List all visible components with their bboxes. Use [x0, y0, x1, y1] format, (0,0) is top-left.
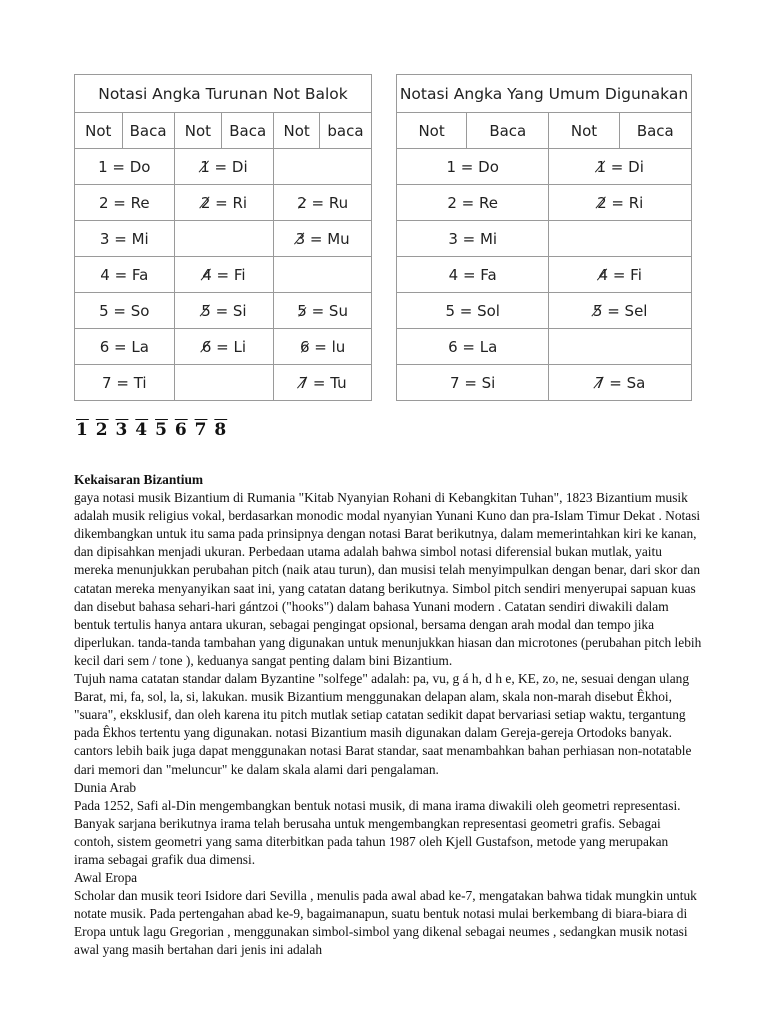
digit: 2: [95, 420, 109, 440]
digit: 8: [214, 420, 228, 440]
table-cell: 7̸ = Tu: [274, 365, 372, 401]
table-cell: [174, 221, 274, 257]
subheading: Awal Eropa: [74, 870, 138, 886]
table-cell: 3̸ = Mu: [274, 221, 372, 257]
paragraph: Scholar dan musik teori Isidore dari Sevilla , menulis pada awal abad ke-7, mengatakan bahwa tidak mungkin untuk notate musik. Pada pertengahan abad ke-9, bagaimanapun, suatu bentuk notasi mulai berkembang di biara-biara di Eropa untuk lagu Gregorian , menggunakan simbol-simbol yang dikenal sebagai neumes , sedangkan musik notasi awal yang masih bertahan dari jenis ini adalah: [74, 888, 697, 958]
table-cell: 6 = La: [75, 329, 175, 365]
digit: 4: [135, 420, 149, 440]
table-cell: 1 = Do: [397, 149, 549, 185]
table-cell: 7̸ = Sa: [549, 365, 692, 401]
table-cell: [174, 365, 274, 401]
table-row: [397, 257, 692, 293]
table-row: [397, 329, 692, 365]
table-cell: [274, 149, 372, 185]
table-cell: 2̸ = Ri: [174, 185, 274, 221]
table-cell: 3 = Mi: [397, 221, 549, 257]
table-cell: 6̷ = lu: [274, 329, 372, 365]
table-cell: 4 = Fa: [397, 257, 549, 293]
table-row: [75, 365, 372, 401]
column-header: Not: [549, 113, 619, 149]
column-header: Not: [397, 113, 467, 149]
table-cell: 2 = Re: [75, 185, 175, 221]
table-cell: [274, 257, 372, 293]
table-row: [75, 257, 372, 293]
table-cell: 3 = Mi: [75, 221, 175, 257]
table-cell: 5̸ = Sel: [549, 293, 692, 329]
table-cell: 5̷ = Su: [274, 293, 372, 329]
notasi-umum-table: [396, 74, 692, 401]
digit: 5: [155, 420, 168, 440]
digit: 7: [194, 420, 208, 440]
table-cell: [549, 329, 692, 365]
table-cell: [549, 221, 692, 257]
column-header: Baca: [222, 113, 274, 149]
table-row: [75, 329, 372, 365]
table-row: [75, 149, 372, 185]
paragraph: gaya notasi musik Bizantium di Rumania "Kitab Nyanyian Rohani di Kebangkitan Tuhan", 1823 Bizantium musik adalah musik religius vokal, berdasarkan monodic modal nyanyian Yunani Kuno dan pra-Islam Timur Dekat . Notasi dikembangkan untuk itu sama pada prinsipnya dengan notasi Barat berikutnya, dalam memerintahkan kiri ke kanan, dan dipisahkan menjadi ukuran. Perbedaan utama adalah bahwa simbol notasi diferensial bukan mutlak, yaitu mereka menunjukkan perubahan pitch (naik atau turun), dan musisi telah menyimpulkan dengan benar, dari skor dan catatan mereka menyanyikan saat ini, yang catatan datang berikutnya. Simbol pitch sendiri menyerupai sapuan kuas dan disebut bahasa sehari-hari gántzoi ("hooks") dalam bahasa Yunani modern . Catatan sendiri diwakili dalam bentuk tertulis hanya antara ukuran, sebagai pengingat opsional, bersama dengan arah modal dan tempo jika diperlukan. tanda-tanda tambahan yang digunakan untuk menunjukkan hiasan dan microtones (perubahan pitch lebih kecil dari sem / tone ), keduanya sangat penting dalam bini Bizantium.: [74, 490, 702, 668]
table-row: [397, 293, 692, 329]
table-cell: 2̷ = Ru: [274, 185, 372, 221]
table-cell: 1̸ = Di: [174, 149, 274, 185]
table-cell: 5̸ = Si: [174, 293, 274, 329]
table-cell: 6̸ = Li: [174, 329, 274, 365]
column-header: Not: [75, 113, 123, 149]
table-cell: 5 = So: [75, 293, 175, 329]
column-header: Not: [174, 113, 222, 149]
article-body: [74, 471, 702, 960]
table-cell: 2̸ = Ri: [549, 185, 692, 221]
table-row: [75, 293, 372, 329]
table-cell: 6 = La: [397, 329, 549, 365]
table-cell: 4̸ = Fi: [174, 257, 274, 293]
table-row: [397, 149, 692, 185]
overlined-digit-row: [76, 420, 227, 440]
table-cell: 7 = Ti: [75, 365, 175, 401]
table-cell: 7 = Si: [397, 365, 549, 401]
table-cell: 1̸ = Di: [549, 149, 692, 185]
paragraph: Pada 1252, Safi al-Din mengembangkan bentuk notasi musik, di mana irama diwakili oleh geometri representasi. Banyak sarjana berikutnya irama telah berusaha untuk mengembangkan representasi geometri grafis. Sebagai contoh, sistem geometri yang sama diterbitkan pada tahun 1987 oleh Kjell Gustafson, metode yang merupakan irama sebagai grafik dua dimensi.: [74, 797, 681, 867]
digit: 1: [76, 420, 89, 440]
digit: 3: [115, 420, 129, 440]
table-row: [75, 221, 372, 257]
column-header: baca: [319, 113, 371, 149]
table-cell: 2 = Re: [397, 185, 549, 221]
section-heading: Kekaisaran Bizantium: [74, 472, 204, 487]
table-title: Notasi Angka Turunan Not Balok: [75, 75, 372, 113]
table-row: [397, 221, 692, 257]
notasi-turunan-table: [74, 74, 372, 401]
digit: 6: [174, 420, 188, 440]
table-cell: 4̸ = Fi: [549, 257, 692, 293]
table-cell: 1 = Do: [75, 149, 175, 185]
table-cell: 4 = Fa: [75, 257, 175, 293]
subheading: Dunia Arab: [74, 779, 137, 795]
column-header: Baca: [467, 113, 549, 149]
table-row: [397, 365, 692, 401]
table-header-row: [75, 113, 372, 149]
table-row: [75, 185, 372, 221]
table-header-row: [397, 113, 692, 149]
column-header: Baca: [122, 113, 174, 149]
paragraph: Tujuh nama catatan standar dalam Byzantine "solfege" adalah: pa, vu, g á h, d h e, KE, zo, ne, sesuai dengan ulang Barat, mi, fa, sol, la, si, lakukan. musik Bizantium menggunakan delapan alam, skala non-marah disebut Êkhoi, "suara", eksklusif, dan oleh karena itu pitch mutlak setiap catatan sedikit dapat bervariasi setiap waktu, tergantung pada Êkhos tertentu yang digunakan. notasi Bizantium masih digunakan dalam Gereja-gereja Ortodoks banyak. cantors lebih baik juga dapat menggunakan notasi Barat standar, saat menambahkan bahan perhiasan non-notatable dari memori dan "meluncur" ke dalam skala alami dari pengalaman.: [74, 671, 692, 777]
table-cell: 5 = Sol: [397, 293, 549, 329]
column-header: Baca: [619, 113, 691, 149]
table-title: Notasi Angka Yang Umum Digunakan: [397, 75, 692, 113]
table-row: [397, 185, 692, 221]
column-header: Not: [274, 113, 320, 149]
